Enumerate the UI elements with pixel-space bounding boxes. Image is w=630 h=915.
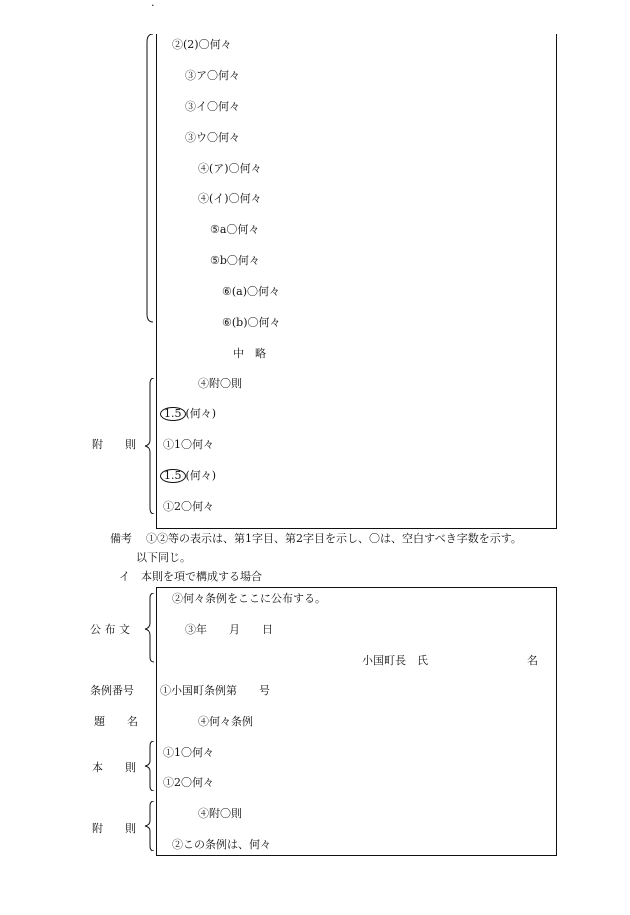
- mayor-line: 小国町長 氏: [362, 654, 428, 667]
- line-3-i: ③イ〇何々: [185, 100, 240, 113]
- line-5-b: ⑤b〇何々: [210, 254, 260, 267]
- section-heading: イ 本則を項で構成する場合: [119, 570, 262, 583]
- line-omitted: 中 略: [233, 347, 266, 360]
- line-5-a: ⑤a〇何々: [210, 223, 260, 236]
- supplementary-label-top: 附 則: [92, 438, 136, 451]
- remarks-label: 備考: [110, 532, 132, 545]
- line-6-a: ⑥(a)〇何々: [222, 285, 281, 298]
- line-4-a: ④(ア)〇何々: [198, 162, 262, 175]
- line-4-i: ④(イ)〇何々: [198, 192, 262, 205]
- promulgation-brace: [142, 593, 156, 663]
- remarks-text-2: 以下同じ。: [136, 551, 191, 564]
- circled-number: 1.5: [160, 469, 186, 483]
- title-label: 題 名: [94, 715, 138, 728]
- main-rules-label: 本 則: [92, 761, 136, 774]
- line-2-2: ②(2)〇何々: [172, 38, 232, 51]
- line-supp-1: 1.5 (何々): [160, 407, 216, 421]
- main-rule-2: ①2〇何々: [163, 776, 214, 789]
- supp-heading-bottom: ④附〇則: [198, 807, 242, 820]
- supplementary-brace-bottom: [142, 801, 156, 851]
- line-6-b: ⑥(b)〇何々: [222, 316, 281, 329]
- line-supp-2: ①1〇何々: [163, 438, 214, 451]
- title-line: ④何々条例: [198, 715, 253, 728]
- ordinance-number-line: ①小国町条例第 号: [160, 684, 270, 697]
- remarks-text: ①②等の表示は、第1字目、第2字目を示し、〇は、空白すべき字数を示す。: [146, 532, 522, 545]
- supp-text-bottom: ②この条例は、何々: [172, 838, 271, 851]
- line-3-a: ③ア〇何々: [185, 69, 240, 82]
- main-body-brace: [140, 34, 158, 326]
- line-3-u: ③ウ〇何々: [185, 131, 240, 144]
- promulgation-label: 公 布 文: [90, 623, 130, 636]
- supplementary-label-bottom: 附 則: [92, 822, 136, 835]
- stray-mark: .: [151, 0, 155, 9]
- supplementary-brace-top: [142, 378, 156, 514]
- main-rule-1: ①1〇何々: [163, 746, 214, 759]
- date-line: ③年 月 日: [185, 623, 273, 636]
- mayor-name-char: 名: [527, 654, 538, 667]
- line-supp-3: 1.5 (何々): [160, 469, 216, 483]
- circled-number: 1.5: [160, 407, 186, 421]
- ordinance-number-label: 条例番号: [90, 684, 134, 697]
- main-rules-brace: [142, 741, 156, 791]
- promulgation-text: ②何々条例をここに公布する。: [172, 592, 326, 605]
- line-supp-heading: ④附〇則: [198, 377, 242, 390]
- line-supp-4: ①2〇何々: [163, 500, 214, 513]
